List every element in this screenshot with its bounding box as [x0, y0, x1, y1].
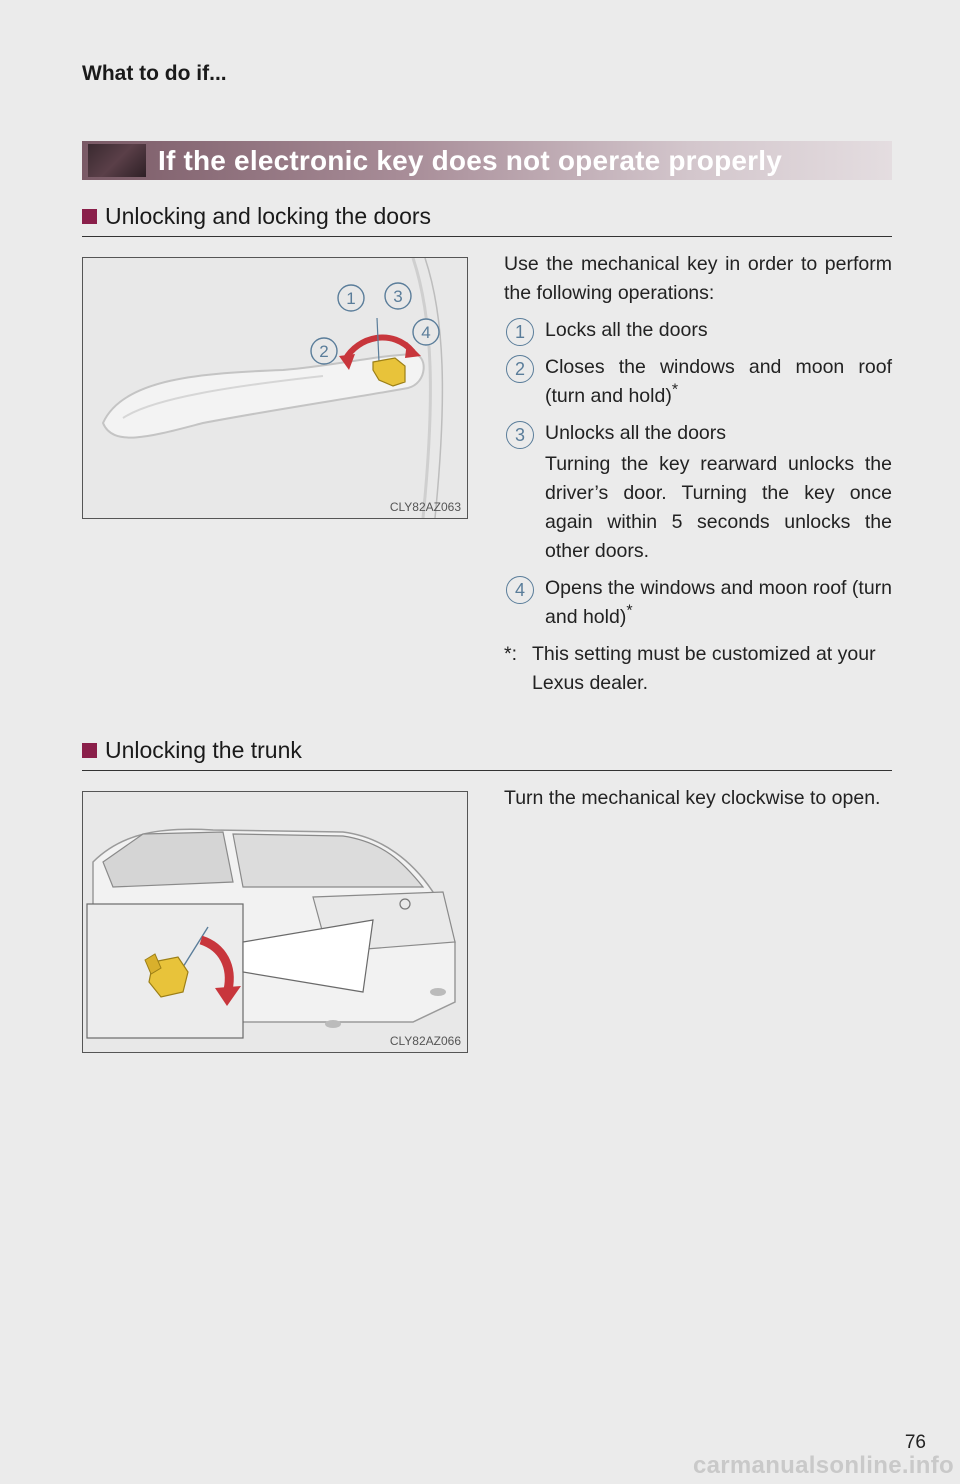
step-number-icon: 1: [506, 318, 534, 346]
callout-3-text: 3: [393, 287, 403, 306]
list-item: [504, 353, 892, 411]
list-item: [504, 574, 892, 632]
heading-square-icon: [82, 743, 97, 758]
doors-intro: Use the mechanical key in order to perform the following operations:: [504, 253, 892, 304]
callout-2-icon: [311, 338, 337, 364]
callout-1-icon: [338, 285, 364, 311]
section-heading-trunk: [82, 737, 892, 771]
trunk-illustration: [83, 792, 467, 1052]
footnote-mark: *:: [504, 643, 518, 665]
heading-square-icon: [82, 209, 97, 224]
trunk-text-column: [504, 784, 892, 813]
footnote-text: This setting must be customized at your Lexus dealer.: [532, 643, 876, 694]
step-number-icon: 3: [506, 421, 534, 449]
list-item: [504, 419, 892, 566]
callout-2-text: 2: [319, 342, 329, 361]
list-item-text: Opens the windows and moon roof (turn and hold)*: [545, 577, 892, 628]
trunk-instruction: Turn the mechanical key clockwise to open.: [504, 787, 881, 809]
doors-text-column: [504, 250, 892, 698]
figure-code: CLY82AZ066: [389, 1034, 461, 1048]
page-number: 76: [904, 1432, 926, 1453]
callout-1-text: 1: [346, 289, 356, 308]
list-item: [504, 316, 892, 345]
footnote: [504, 640, 892, 698]
section-banner: [82, 141, 892, 180]
step-number-icon: 4: [506, 576, 534, 604]
watermark: carmanualsonline.info: [692, 1452, 954, 1479]
callout-4-icon: [413, 319, 439, 345]
running-head: What to do if...: [82, 62, 227, 85]
list-item-text: Unlocks all the doors: [545, 422, 727, 444]
banner-title: If the electronic key does not operate properly: [158, 144, 783, 176]
callout-4-text: 4: [421, 323, 431, 342]
asterisk-mark: *: [671, 381, 679, 399]
section-heading-doors: [82, 203, 892, 237]
trunk-figure: [82, 791, 468, 1053]
step-number-icon: 2: [506, 355, 534, 383]
section-heading-text: Unlocking and locking the doors: [105, 203, 432, 229]
section-heading-text: Unlocking the trunk: [105, 737, 302, 763]
asterisk-mark: *: [626, 602, 633, 620]
list-item-text: Closes the windows and moon roof (turn and hold)*: [545, 356, 892, 407]
list-item-text: Locks all the doors: [545, 319, 708, 341]
banner-swatch: [88, 144, 146, 177]
callout-3-icon: [385, 283, 411, 309]
list-item-detail: Turning the key rearward unlocks the driver’s door. Turning the key once again within 5 seconds unlocks the other doors.: [545, 453, 892, 562]
door-handle-illustration: [83, 258, 467, 518]
door-handle-figure: [82, 257, 468, 519]
figure-code: CLY82AZ063: [389, 500, 461, 514]
